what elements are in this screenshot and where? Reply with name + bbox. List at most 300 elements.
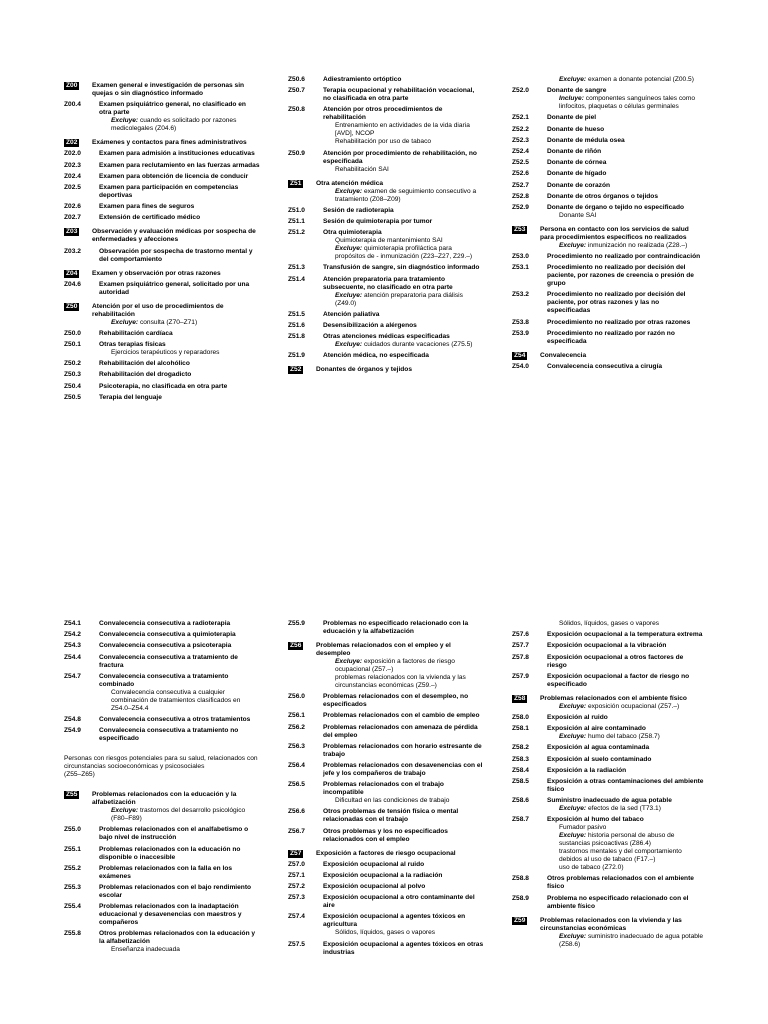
list-item xyxy=(64,383,260,391)
subcategory-title: Procedimiento no realizado por decisión del paciente, por razones de creencia o presión de grupo xyxy=(547,264,694,288)
subcategory-title: Exposición al suelo contaminado xyxy=(547,755,652,763)
exclude-text: atención preparatoria para diálisis (Z49.0) xyxy=(335,291,463,307)
list-item xyxy=(288,311,484,319)
category-title: Problemas relacionados con la vivienda y las circunstancias económicas xyxy=(540,916,682,932)
subcategory-code: Z51.4 xyxy=(288,275,305,283)
note-text: Quimioterapia de mantenimiento SAI xyxy=(335,237,443,245)
list-item xyxy=(64,654,260,670)
list-item xyxy=(64,139,260,147)
subcategory-title: Observación por sospecha de trastorno mental y del comportamiento xyxy=(99,247,253,263)
subcategory-code: Z57.2 xyxy=(288,883,305,891)
list-item xyxy=(288,872,484,880)
list-item xyxy=(64,214,260,222)
subcategory-title: Otros problemas relacionados con la educación y la alfabetización xyxy=(99,930,256,946)
subcategory-title: Exposición ocupacional a otros factores de riesgo xyxy=(547,653,684,669)
subcategory-title: Otras terapias físicas xyxy=(99,341,166,349)
list-item xyxy=(64,371,260,379)
note-text: Ejercicios terapéuticos y reparadores xyxy=(111,349,220,357)
list-item xyxy=(288,322,484,330)
subcategory-title: Convalecencia consecutiva a quimioterapia xyxy=(99,631,236,639)
note-text: Dificultad en las condiciones de trabajo xyxy=(335,797,450,805)
subcategory-code: Z58.7 xyxy=(512,816,529,824)
list-item xyxy=(288,941,484,957)
category-title: Examen y observación por otras razones xyxy=(92,269,221,277)
subcategory-code: Z50.9 xyxy=(288,149,305,157)
list-item xyxy=(512,744,704,752)
subcategory-title: Psicoterapia, no clasificada en otra parte xyxy=(99,382,228,390)
subcategory-code: Z50.8 xyxy=(288,106,305,114)
subcategory-title: Exposición ocupacional al polvo xyxy=(323,883,426,891)
list-item xyxy=(512,170,704,178)
subcategory-code: Z55.8 xyxy=(64,930,81,938)
list-item xyxy=(288,781,484,805)
subcategory-code: Z51.6 xyxy=(288,321,305,329)
subcategory-code: Z03.2 xyxy=(64,247,81,255)
list-item xyxy=(288,724,484,740)
list-item xyxy=(512,816,704,872)
include-label: Incluye: xyxy=(559,95,584,103)
subcategory-title: Problemas relacionados con el bajo rendimiento escolar xyxy=(99,883,252,899)
list-item xyxy=(288,229,484,261)
subcategory-title: Transfusión de sangre, sin diagnóstico informado xyxy=(323,264,480,272)
list-item xyxy=(512,756,704,764)
subcategory-title: Rehabilitación cardíaca xyxy=(99,329,173,337)
subcategory-code: Z02.7 xyxy=(64,214,81,222)
subcategory-code: Z57.1 xyxy=(288,871,305,879)
subcategory-title: Problemas relacionados con el trabajo incompatible xyxy=(323,781,444,797)
subcategory-title: Exposición ocupacional a agentes tóxicos en agricultura xyxy=(323,913,466,929)
subcategory-code: Z52.0 xyxy=(512,87,529,95)
subcategory-code: Z50.6 xyxy=(288,76,305,83)
category-code-box: Z03 xyxy=(66,228,78,236)
subcategory-code: Z51.8 xyxy=(288,333,305,341)
category-title: Otra atención médica xyxy=(316,179,384,187)
subcategory-title: Atención por procedimiento de rehabilitación, no especificada xyxy=(323,149,477,165)
subcategory-code: Z56.6 xyxy=(288,808,305,816)
list-item xyxy=(64,727,260,743)
subcategory-code: Z57.7 xyxy=(512,642,529,650)
exclude-text: humo del tabaco (Z58.7) xyxy=(587,733,660,741)
subcategory-code: Z02.6 xyxy=(64,203,81,211)
subcategory-title: Procedimiento no realizado por decisión del paciente, por otras razones y las no especificadas xyxy=(547,291,686,315)
subcategory-title: Sesión de quimioterapia por tumor xyxy=(323,217,433,225)
list-item xyxy=(512,193,704,201)
list-item xyxy=(64,791,260,823)
list-item xyxy=(288,828,484,844)
subcategory-title: Rehabilitación del alcohólico xyxy=(99,360,190,368)
subcategory-code: Z58.5 xyxy=(512,777,529,785)
exclude-label: Excluye: xyxy=(335,187,363,195)
list-item xyxy=(64,673,260,713)
exclude-note xyxy=(288,658,484,690)
subcategory-title: Sesión de radioterapia xyxy=(323,206,394,214)
list-item xyxy=(64,360,260,368)
list-item xyxy=(64,341,260,357)
note-text: Sólidos, líquidos, gases o vapores xyxy=(335,929,436,937)
subcategory-code: Z55.2 xyxy=(64,864,81,872)
subcategory-code: Z50.0 xyxy=(64,329,81,337)
subcategory-title: Exposición ocupacional a factor de riesgo no especificado xyxy=(547,672,690,688)
exclude-label: Excluye: xyxy=(559,805,587,813)
subcategory-title: Donante de córnea xyxy=(547,159,607,167)
list-item xyxy=(512,291,704,315)
subcategory-title: Convalecencia consecutiva a psicoterapia xyxy=(99,642,232,650)
category-code-box: Z56 xyxy=(290,642,302,649)
exclude-text: consulta (Z70–Z71) xyxy=(139,318,198,326)
list-item xyxy=(64,203,260,211)
subcategory-code: Z52.7 xyxy=(512,181,529,189)
list-item xyxy=(64,631,260,639)
column-1 xyxy=(64,76,260,405)
subcategory-title: Exposición al agua contaminada xyxy=(547,744,650,752)
list-item xyxy=(288,352,484,360)
note-text: Entrenamiento en actividades de la vida diaria [AVD], NCOP Rehabilitación por uso de tabaco xyxy=(335,122,470,146)
subcategory-title: Examen para fines de seguros xyxy=(99,203,195,211)
subcategory-code: Z02.5 xyxy=(64,183,81,191)
subcategory-title: Procedimiento no realizado por razón no especificada xyxy=(547,329,675,345)
subcategory-title: Otros problemas relacionados con el ambiente físico xyxy=(547,875,694,891)
list-item xyxy=(64,826,260,842)
subcategory-code: Z54.3 xyxy=(64,642,81,650)
exclude-note xyxy=(512,832,704,872)
subcategory-code: Z56.3 xyxy=(288,742,305,750)
list-item xyxy=(512,673,704,689)
subcategory-code: Z52.5 xyxy=(512,159,529,167)
exclude-label: Excluye: xyxy=(335,341,363,349)
subcategory-code: Z53.2 xyxy=(512,291,529,299)
list-item xyxy=(288,366,484,374)
category-code-box: Z59 xyxy=(514,916,526,924)
subcategory-title: Otros problemas de tensión física o mental relacionadas con el trabajo xyxy=(323,808,459,824)
subcategory-code: Z02.4 xyxy=(64,172,81,180)
list-item xyxy=(64,173,260,181)
subcategory-code: Z56.5 xyxy=(288,781,305,789)
subcategory-title: Convalecencia consecutiva a radioterapia xyxy=(99,620,231,627)
exclude-text: examen de seguimiento consecutivo a tratamiento (Z08–Z09) xyxy=(335,187,477,203)
exclude-label: Excluye: xyxy=(111,318,139,326)
list-item xyxy=(64,303,260,327)
list-item xyxy=(64,884,260,900)
category-title: Observación y evaluación médicas por sospecha de enfermedades y afecciones xyxy=(92,228,256,244)
exclude-note xyxy=(512,933,704,949)
subcategory-title: Atención por otros procedimientos de rehabilitación xyxy=(323,106,443,122)
subcategory-title: Problemas relacionados con la educación no disponible o inaccesible xyxy=(99,845,241,861)
subcategory-title: Examen psiquiátrico general, solicitado por una autoridad xyxy=(99,280,250,296)
list-item xyxy=(512,797,704,813)
subcategory-title: Exposición ocupacional a otro contaminante del aire xyxy=(323,894,475,910)
subcategory-title: Donante de médula osea xyxy=(547,136,625,144)
exclude-note xyxy=(512,733,704,741)
list-item xyxy=(288,850,484,858)
subcategory-code: Z58.6 xyxy=(512,797,529,805)
list-item xyxy=(512,363,704,371)
exclude-text: quimioterapia profiláctica para propósitos de - inmunización (Z23–Z27, Z29.–) xyxy=(335,245,473,261)
subcategory-title: Atención médica, no especificada xyxy=(323,352,429,360)
list-item xyxy=(64,162,260,170)
subcategory-title: Convalecencia consecutiva a tratamiento de fractura xyxy=(99,653,238,669)
category-title: Problemas relacionados con el ambiente físico xyxy=(540,694,687,702)
category-code-box: Z54 xyxy=(514,351,526,359)
list-item xyxy=(288,106,484,146)
subcategory-title: Donante de sangre xyxy=(547,87,607,95)
subcategory-title: Exposición ocupacional a agentes tóxicos en otras industrias xyxy=(323,940,484,956)
subcategory-code: Z57.4 xyxy=(288,913,305,921)
list-item xyxy=(512,895,704,911)
subcategory-code: Z54.7 xyxy=(64,672,81,680)
exclude-note xyxy=(288,188,484,204)
list-item xyxy=(288,150,484,174)
list-item xyxy=(512,87,704,111)
list-item xyxy=(512,182,704,190)
column-4 xyxy=(64,620,260,957)
subcategory-code: Z51.9 xyxy=(288,352,305,360)
subcategory-code: Z51.0 xyxy=(288,206,305,214)
column-3 xyxy=(512,76,704,374)
category-code-box: Z52 xyxy=(290,366,302,374)
subcategory-title: Donante de corazón xyxy=(547,181,611,189)
exclude-note xyxy=(512,805,704,813)
subcategory-title: Procedimiento no realizado por contraindicación xyxy=(547,253,701,261)
list-item xyxy=(64,930,260,954)
list-item xyxy=(64,184,260,200)
list-item xyxy=(64,248,260,264)
subcategory-code: Z58.9 xyxy=(512,894,529,902)
subcategory-code: Z50.7 xyxy=(288,87,305,95)
subcategory-code: Z57.6 xyxy=(512,631,529,639)
list-item xyxy=(288,333,484,349)
subcategory-title: Desensibilización a alérgenos xyxy=(323,321,417,329)
list-item xyxy=(512,875,704,891)
list-item xyxy=(512,778,704,794)
note-text: Rehabilitación SAI xyxy=(335,165,389,173)
subcategory-title: Exposición ocupacional al ruido xyxy=(323,860,425,868)
subcategory-title: Atención paliativa xyxy=(323,310,380,318)
subcategory-title: Examen para reclutamiento en las fuerzas armadas xyxy=(99,161,260,169)
subcategory-title: Extensión de certificado médico xyxy=(99,214,201,222)
subcategory-title: Exposición ocupacional a la temperatura extrema xyxy=(547,631,703,639)
subcategory-title: Rehabilitación del drogadicto xyxy=(99,371,192,379)
subcategory-title: Problemas no especificado relacionado con la educación y la alfabetización xyxy=(323,620,469,635)
category-code-box: Z58 xyxy=(514,694,526,702)
exclude-note xyxy=(64,117,260,133)
subcategory-title: Otros problemas y los no especificados relacionados con el empleo xyxy=(323,827,448,843)
list-item xyxy=(288,808,484,824)
subcategory-code: Z52.3 xyxy=(512,136,529,144)
exclude-text: cuando es solicitado por razones medicolegales (Z04.6) xyxy=(111,117,237,133)
category-code-box: Z57 xyxy=(290,849,302,857)
subcategory-code: Z58.2 xyxy=(512,744,529,752)
list-item xyxy=(288,693,484,709)
list-item xyxy=(288,218,484,226)
list-item xyxy=(512,767,704,775)
list-item xyxy=(64,228,260,244)
subcategory-title: Examen para obtención de licencia de conducir xyxy=(99,172,249,180)
list-item xyxy=(512,330,704,346)
subcategory-title: Problemas relacionados con el analfabetismo o bajo nivel de instrucción xyxy=(99,826,249,842)
exclude-text: exposición ocupacional (Z57.–) xyxy=(587,702,680,710)
exclude-note xyxy=(64,319,260,327)
subcategory-title: Examen para admisión a instituciones educativas xyxy=(99,150,255,158)
list-item xyxy=(512,917,704,949)
list-item xyxy=(288,913,484,937)
subcategory-title: Donante de riñón xyxy=(547,147,602,155)
list-item xyxy=(288,894,484,910)
subcategory-code: Z54.9 xyxy=(64,727,81,735)
list-item xyxy=(288,180,484,204)
exclude-text: inmunización no realizada (Z28.–) xyxy=(587,241,688,249)
list-item xyxy=(512,76,704,84)
subcategory-title: Problemas relacionados con amenaza de pérdida del empleo xyxy=(323,723,478,739)
subcategory-title: Otra quimioterapia xyxy=(323,229,382,237)
list-item xyxy=(512,695,704,711)
exclude-label: Excluye: xyxy=(335,245,363,253)
list-item xyxy=(288,207,484,215)
subcategory-code: Z51.5 xyxy=(288,310,305,318)
subcategory-code: Z50.2 xyxy=(64,360,81,368)
subcategory-title: Exposición al aire contaminado xyxy=(547,725,646,733)
category-title: Problemas relacionados con la educación y la alfabetización xyxy=(92,791,237,807)
list-item xyxy=(64,394,260,402)
include-text: componentes sanguíneos tales como linfocitos, plaquetas o células germinales xyxy=(559,95,695,111)
list-item xyxy=(512,352,704,360)
note-text: Donante SAI xyxy=(559,211,597,219)
list-item xyxy=(512,264,704,288)
subcategory-code: Z54.0 xyxy=(512,363,529,370)
subcategory-title: Donante de órgano o tejido no especificado xyxy=(547,203,685,211)
category-code-box: Z02 xyxy=(66,139,78,147)
category-title: Exposición a factores de riesgo ocupacional xyxy=(316,849,456,857)
category-code-box: Z50 xyxy=(66,302,78,310)
subcategory-title: Exposición ocupacional a la vibración xyxy=(547,642,667,650)
subcategory-title: Donante de hueso xyxy=(547,125,605,133)
subcategory-title: Suministro inadecuado de agua potable xyxy=(547,797,672,805)
exclude-text: examen a donante potencial (Z00.5) xyxy=(587,76,694,83)
list-item xyxy=(64,82,260,98)
subcategory-code: Z56.4 xyxy=(288,761,305,769)
subcategory-title: Exposición a otras contaminaciones del ambiente físico xyxy=(547,777,704,793)
subcategory-code: Z50.1 xyxy=(64,341,81,349)
subcategory-title: Convalecencia consecutiva a tratamiento combinado xyxy=(99,672,229,688)
subcategory-title: Terapia del lenguaje xyxy=(99,393,162,401)
subcategory-title: Donante de piel xyxy=(547,114,597,122)
subcategory-code: Z02.0 xyxy=(64,150,81,158)
list-item xyxy=(288,276,484,308)
list-item xyxy=(512,126,704,134)
category-title: Problemas relacionados con el empleo y el desempleo xyxy=(316,642,451,657)
subcategory-title: Convalecencia consecutiva a cirugía xyxy=(547,363,663,370)
exclude-label: Excluye: xyxy=(559,733,587,741)
list-item xyxy=(288,743,484,759)
subcategory-title: Adiestramiento ortóptico xyxy=(323,76,402,83)
note-text: Fumador pasivo xyxy=(559,824,607,832)
subcategory-title: Terapia ocupacional y rehabilitación vocacional, no clasificada en otra parte xyxy=(323,87,475,103)
exclude-label: Excluye: xyxy=(335,291,363,299)
exclude-note xyxy=(288,245,484,261)
list-item xyxy=(288,76,484,84)
list-item xyxy=(288,642,484,690)
subcategory-code: Z54.4 xyxy=(64,653,81,661)
subcategory-code: Z57.3 xyxy=(288,894,305,902)
list-item xyxy=(288,861,484,869)
list-item xyxy=(512,137,704,145)
column-5 xyxy=(288,620,484,960)
list-item xyxy=(64,716,260,724)
subcategory-title: Convalecencia consecutiva a tratamiento no especificado xyxy=(99,727,239,743)
subcategory-code: Z56.1 xyxy=(288,712,305,720)
include-note xyxy=(512,95,704,111)
column-2 xyxy=(288,76,484,377)
exclude-label: Excluye: xyxy=(559,832,587,840)
exclude-text: cuidados durante vacaciones (Z75.5) xyxy=(363,341,473,349)
list-item xyxy=(512,114,704,122)
exclude-note xyxy=(64,807,260,823)
subcategory-title: Exposición al ruido xyxy=(547,713,608,721)
subcategory-title: Problemas relacionados con el cambio de empleo xyxy=(323,712,480,720)
subcategory-title: Problema no especificado relacionado con el ambiente físico xyxy=(547,894,689,910)
subcategory-code: Z52.8 xyxy=(512,192,529,200)
list-item xyxy=(64,281,260,297)
subcategory-code: Z58.0 xyxy=(512,713,529,721)
exclude-text: suministro inadecuado de agua potable (Z58.6) xyxy=(559,932,704,948)
subcategory-code: Z54.2 xyxy=(64,631,81,639)
subcategory-code: Z00.4 xyxy=(64,101,81,109)
exclude-note xyxy=(288,292,484,308)
subcategory-title: Otras atenciones médicas especificadas xyxy=(323,333,450,341)
subcategory-code: Z51.3 xyxy=(288,264,305,272)
subcategory-code: Z50.3 xyxy=(64,371,81,379)
section-intro-text: Personas con riesgos potenciales para su salud, relacionados con circunstancias socioeconómicas y psicosociales (Z55–Z65) xyxy=(64,755,258,779)
subcategory-code: Z54.1 xyxy=(64,620,81,627)
category-title: Examen general e investigación de personas sin quejas o sin diagnóstico informado xyxy=(92,82,245,97)
list-item xyxy=(512,642,704,650)
list-item xyxy=(64,642,260,650)
exclude-text: efectos de la sed (T73.1) xyxy=(587,805,661,813)
category-code-box: Z53 xyxy=(514,225,526,233)
category-title: Persona en contacto con los servicios de salud para procedimientos específicos no realizados xyxy=(540,225,689,241)
subcategory-code: Z58.4 xyxy=(512,766,529,774)
exclude-label: Excluye: xyxy=(559,76,587,83)
list-item xyxy=(288,883,484,891)
subcategory-code: Z04.6 xyxy=(64,280,81,288)
list-item xyxy=(64,620,260,628)
category-code-box: Z04 xyxy=(66,269,78,277)
subcategory-title: Exposición al humo del tabaco xyxy=(547,816,644,824)
column-6 xyxy=(512,620,704,952)
subcategory-code: Z52.1 xyxy=(512,114,529,122)
subcategory-code: Z57.8 xyxy=(512,653,529,661)
list-item xyxy=(512,654,704,670)
subcategory-title: Atención preparatoria para tratamiento subsecuente, no clasificado en otra parte xyxy=(323,275,453,291)
list-item xyxy=(512,620,704,628)
category-code-box: Z51 xyxy=(290,179,302,187)
subcategory-code: Z57.0 xyxy=(288,860,305,868)
subcategory-code: Z51.2 xyxy=(288,229,305,237)
subcategory-code: Z54.8 xyxy=(64,715,81,723)
subcategory-code: Z56.0 xyxy=(288,693,305,701)
subcategory-code: Z52.4 xyxy=(512,147,529,155)
category-code-box: Z55 xyxy=(66,791,78,799)
subcategory-code: Z57.9 xyxy=(512,672,529,680)
list-item xyxy=(288,620,484,636)
exclude-note xyxy=(512,76,704,84)
note-text: Enseñanza inadecuada xyxy=(111,946,180,954)
subcategory-title: Problemas relacionados con el desempleo, no especificados xyxy=(323,693,469,709)
exclude-note xyxy=(512,242,704,250)
subcategory-title: Problemas relacionados con la inadaptación educacional y desavenencias con maestros y compañeros xyxy=(99,903,242,927)
subcategory-title: Problemas relacionados con desavenencias con el jefe y los compañeros de trabajo xyxy=(323,761,483,777)
list-item xyxy=(512,319,704,327)
list-item xyxy=(512,204,704,220)
